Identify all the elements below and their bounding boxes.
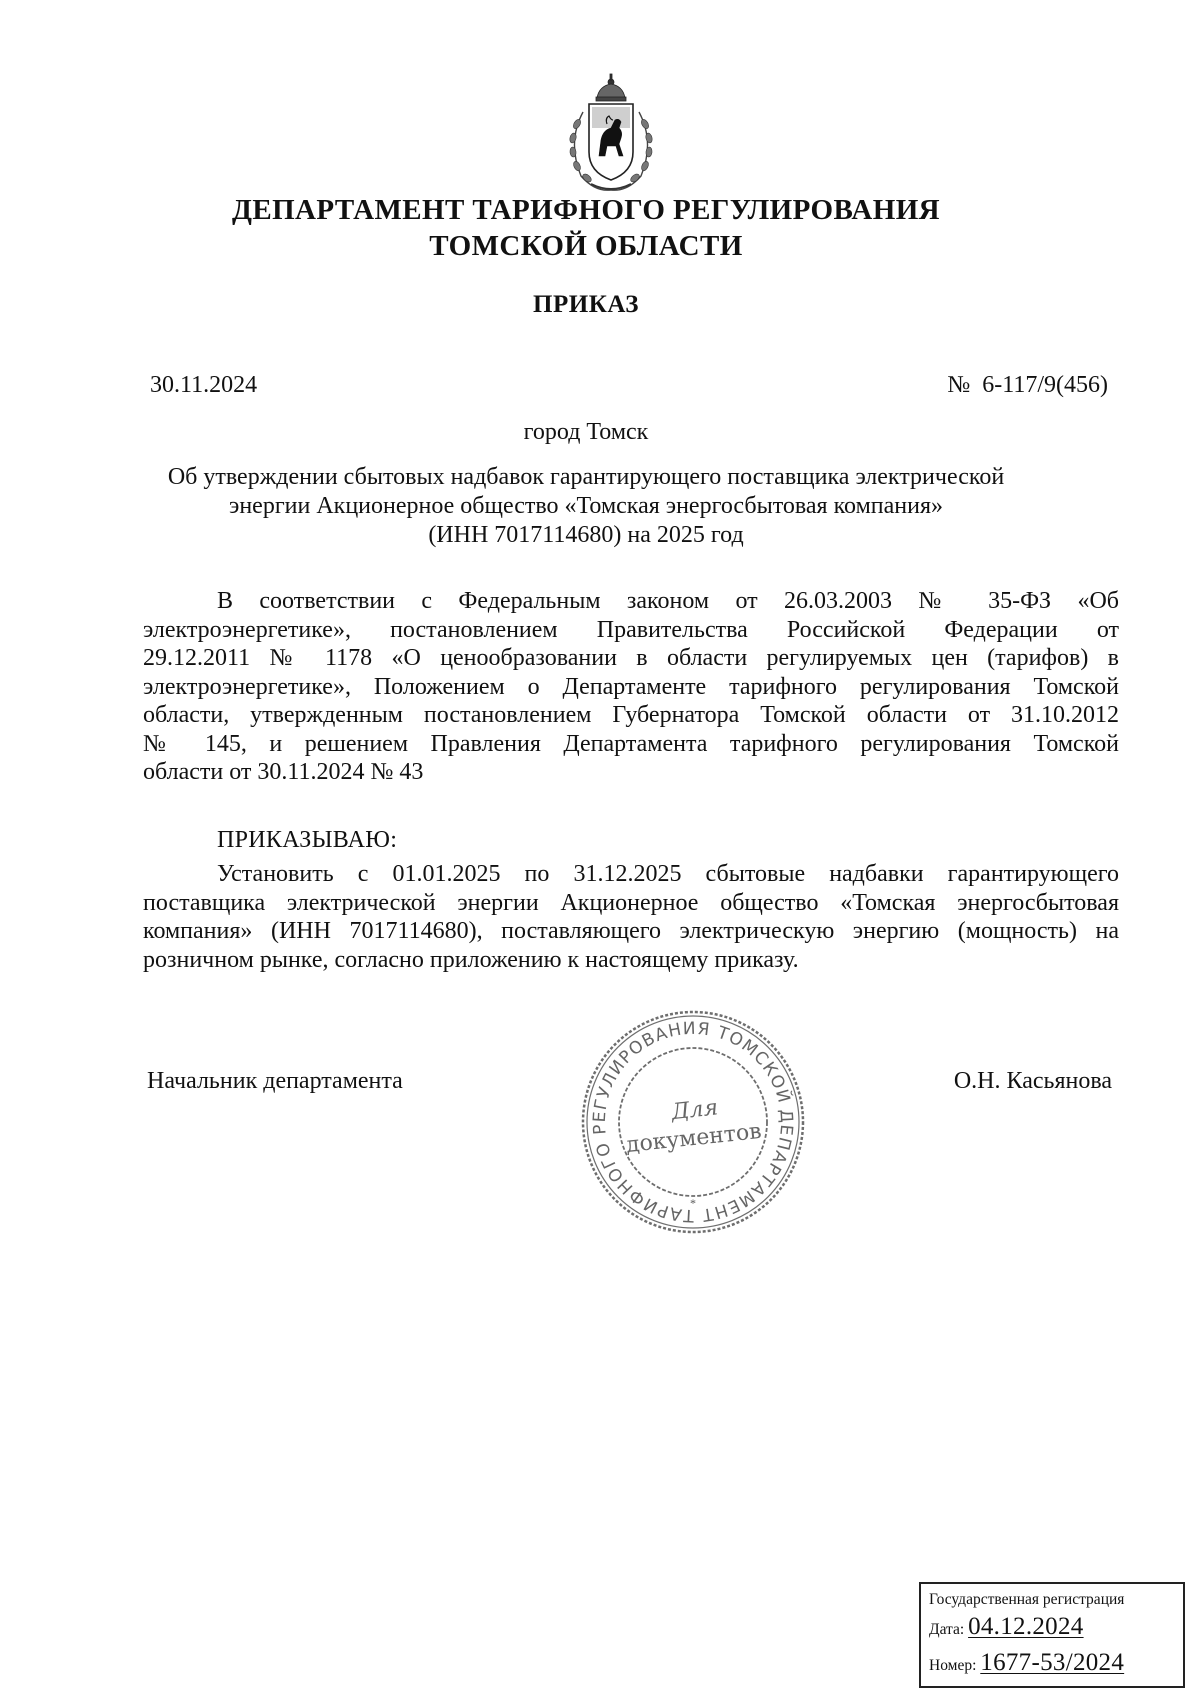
- basis-line: В соответствии с Федеральным законом от 26.03.2003 № 35-ФЗ «Об: [217, 588, 1119, 614]
- department-name-line-2: ТОМСКОЙ ОБЛАСТИ: [429, 230, 743, 262]
- subject-line: Об утверждении сбытовых надбавок гарантирующего поставщика электрической: [167, 464, 1005, 490]
- order-line: розничном рынке, согласно приложению к настоящему приказу.: [143, 946, 799, 973]
- registration-number-row: [929, 1646, 1175, 1682]
- department-name-line-1: ДЕПАРТАМЕНТ ТАРИФНОГО РЕГУЛИРОВАНИЯ: [232, 194, 940, 226]
- basis-line: № 145, и решением Правления Департамента тарифного регулирования Томской: [143, 730, 1119, 757]
- document-number: № 6-117/9(456): [947, 372, 1108, 398]
- basis-line: области от 30.11.2024 № 43: [143, 759, 424, 785]
- registration-date-label: Дата:: [929, 1621, 965, 1638]
- seal-star-icon: *: [690, 1196, 696, 1210]
- subject-line: энергии Акционерное общество «Томская энергосбытовая компания»: [229, 493, 943, 519]
- signatory-title: Начальник департамента: [147, 1068, 403, 1094]
- registration-number-value: 1677-53/2024: [980, 1649, 1125, 1676]
- basis-line: электроэнергетике», постановлением Правительства Российской Федерации от: [143, 616, 1119, 643]
- registration-title: Государственная регистрация: [929, 1591, 1125, 1608]
- seal-center-line-1: Для: [670, 1095, 720, 1126]
- document-city: город Томск: [523, 419, 649, 445]
- order-line: поставщика электрической энергии Акционерное общество «Томская энергосбытовая: [143, 889, 1119, 916]
- document-type-title: ПРИКАЗ: [533, 291, 639, 318]
- signatory-name: О.Н. Касьянова: [953, 1068, 1112, 1094]
- basis-paragraph: [143, 587, 1119, 787]
- registration-date-row: [929, 1610, 1175, 1646]
- order-paragraph: [143, 860, 1119, 974]
- coat-of-arms-icon: [561, 72, 661, 196]
- subject-line: (ИНН 7017114680) на 2025 год: [428, 522, 744, 548]
- basis-line: электроэнергетике», Положением о Департаменте тарифного регулирования Томской: [143, 673, 1119, 700]
- registration-date-value: 04.12.2024: [968, 1613, 1084, 1640]
- document-subject: [0, 463, 1186, 550]
- order-line: Установить с 01.01.2025 по 31.12.2025 сбытовые надбавки гарантирующего: [217, 861, 1119, 887]
- registration-number-label: Номер:: [929, 1657, 977, 1674]
- seal-ring-text: ДЕПАРТАМЕНТ ТАРИФНОГО РЕГУЛИРОВАНИЯ ТОМСКОЙ: [589, 1018, 797, 1226]
- basis-line: области, утвержденным постановлением Губернатора Томской области от 31.10.2012: [143, 702, 1119, 728]
- order-heading: ПРИКАЗЫВАЮ:: [217, 827, 398, 853]
- state-registration-box: [919, 1582, 1185, 1688]
- basis-line: 29.12.2011 № 1178 «О ценообразовании в области регулируемых цен (тарифов) в: [143, 645, 1119, 671]
- document-date: 30.11.2024: [150, 372, 258, 398]
- order-line: компания» (ИНН 7017114680), поставляющего электрическую энергию (мощность) на: [143, 918, 1119, 944]
- official-seal-icon: [578, 1007, 808, 1237]
- seal-center-line-2: документов: [624, 1118, 763, 1159]
